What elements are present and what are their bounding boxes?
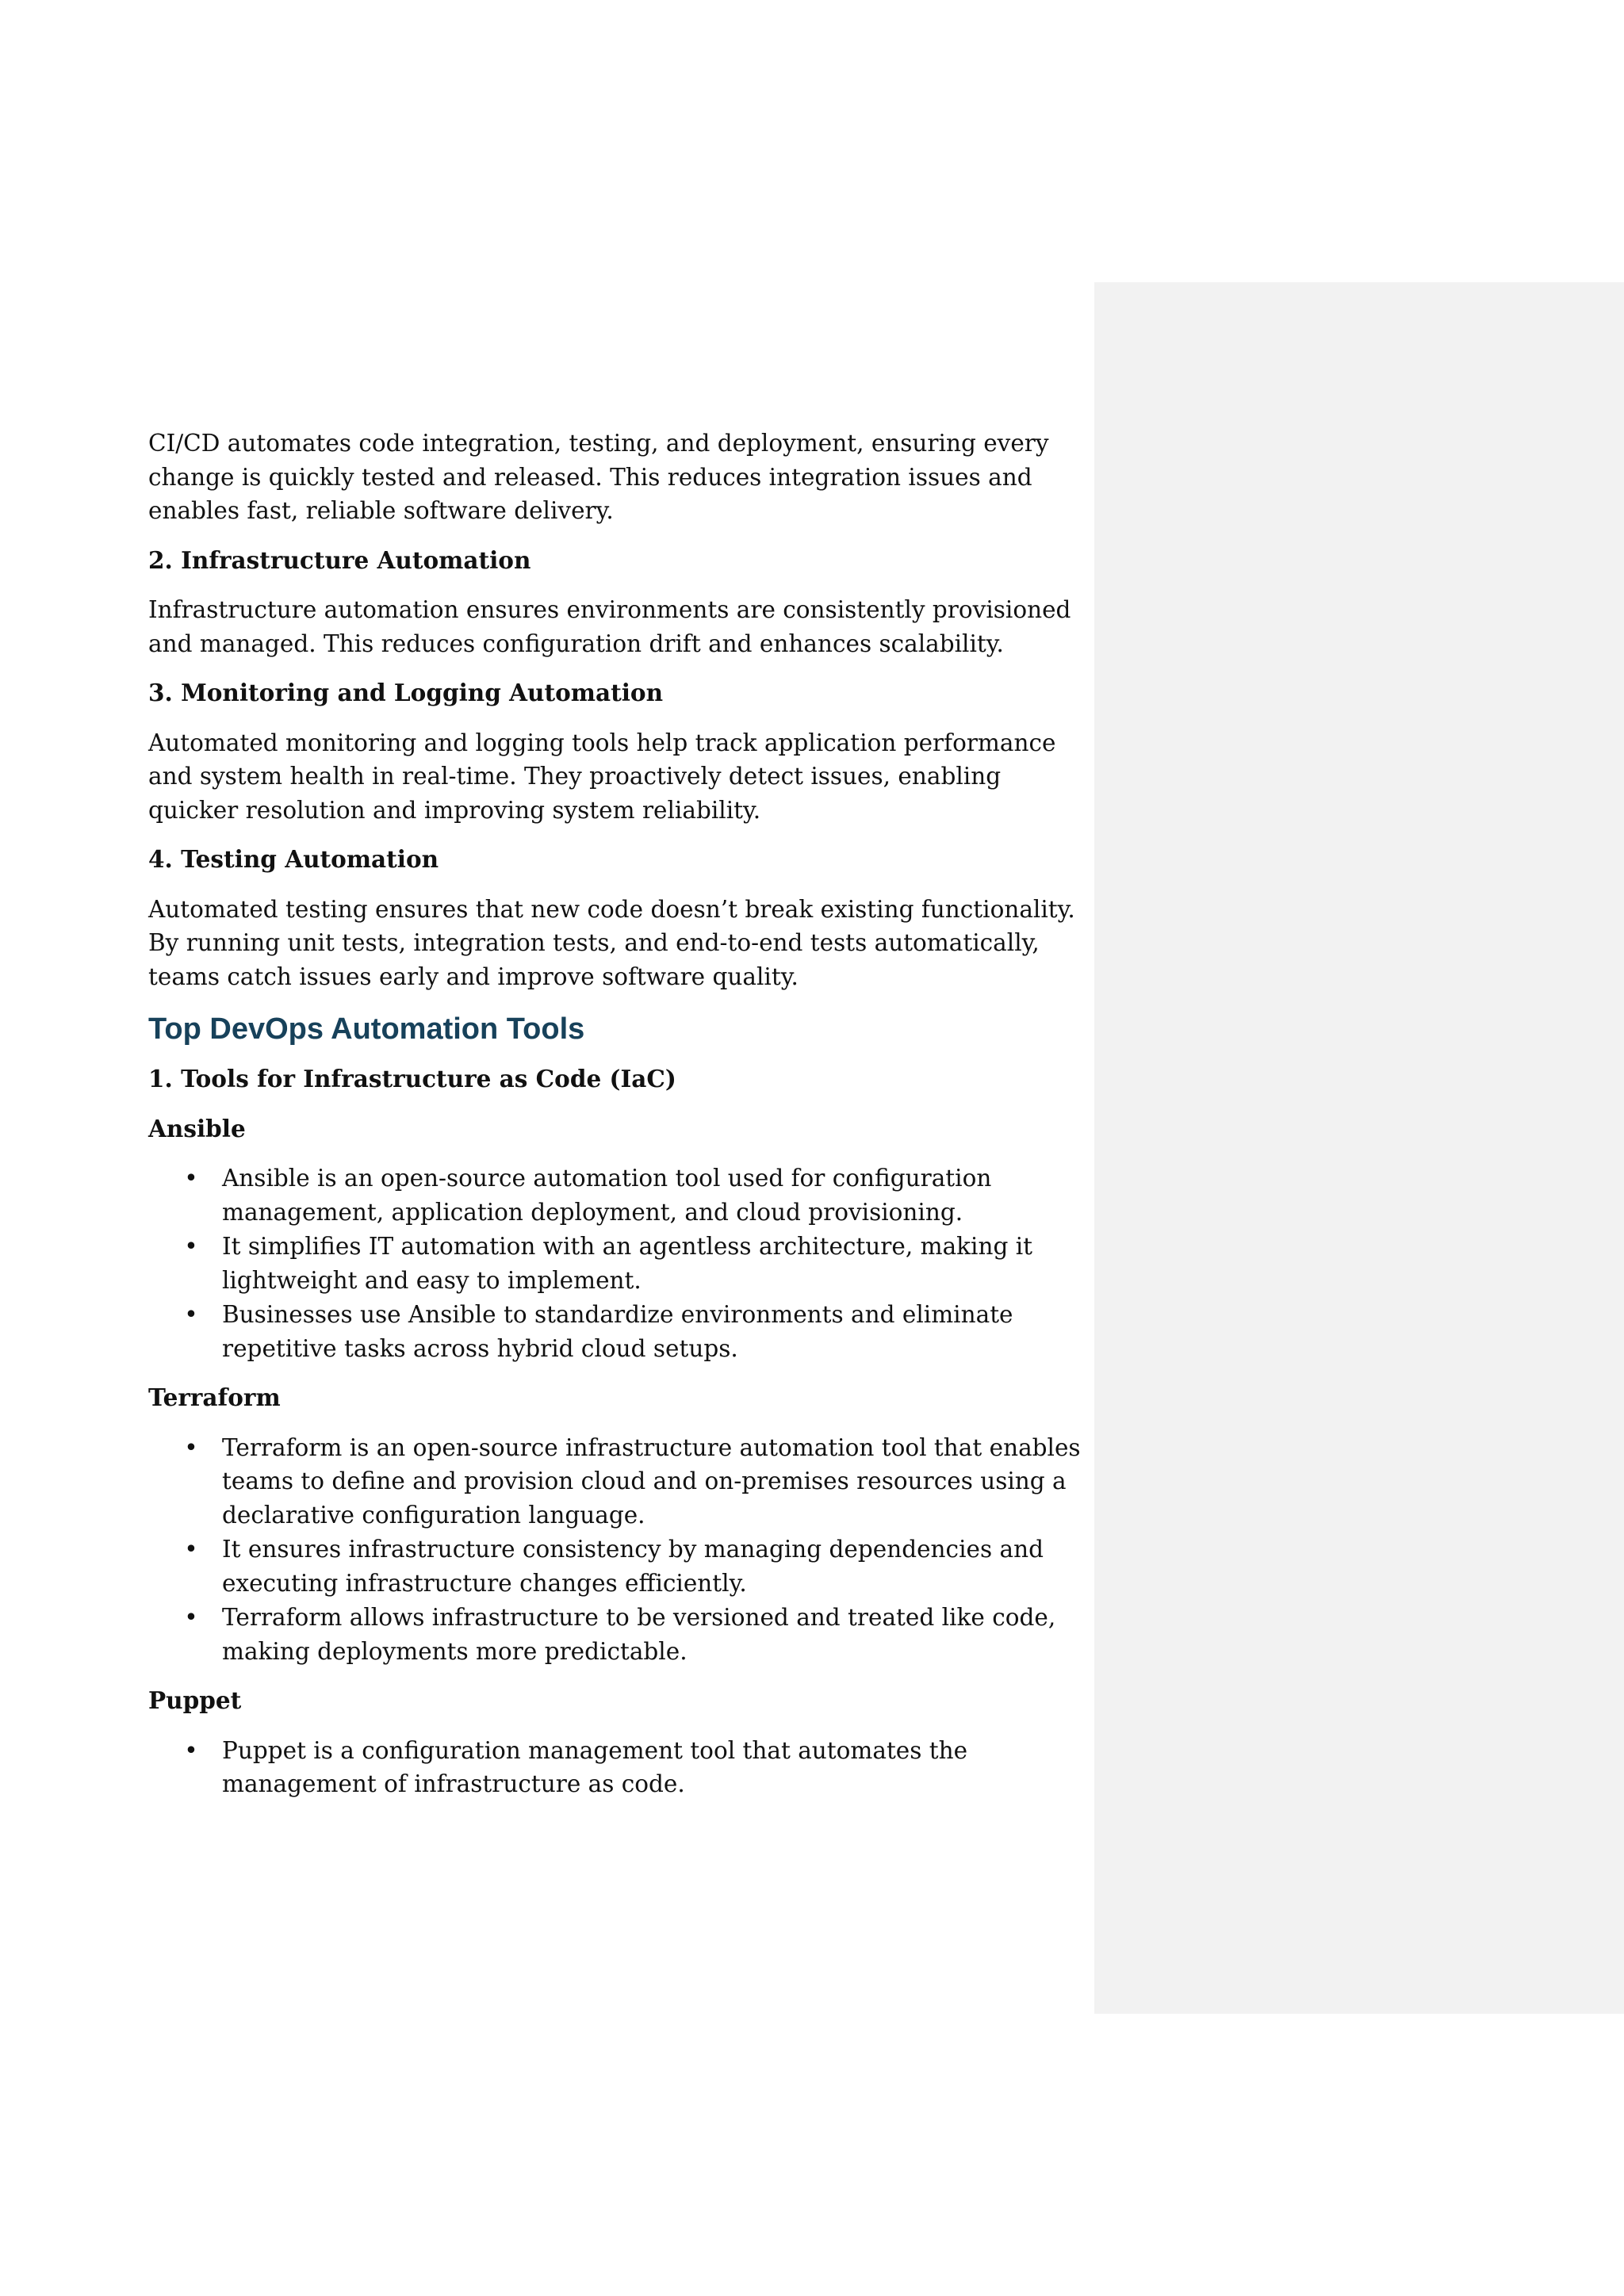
list-item-text: Ansible is an open-source automation tool used for configuration management, application deployment, and cloud provisioning. <box>222 1165 992 1226</box>
list-item <box>148 1533 1081 1600</box>
tools-heading: Top DevOps Automation Tools <box>148 1012 585 1046</box>
terraform-bullet-list <box>148 1431 1081 1669</box>
list-item <box>148 1431 1081 1533</box>
bullet-glyph: • <box>184 1301 198 1328</box>
list-item-text: Puppet is a configuration management tool that automates the management of infrastructure as code. <box>222 1736 968 1797</box>
list-item-text: Terraform allows infrastructure to be versioned and treated like code, making deployments more predictable. <box>222 1604 1056 1665</box>
list-item <box>148 1734 1081 1801</box>
tool-name-puppet: Puppet <box>148 1686 242 1714</box>
bullet-glyph: • <box>184 1604 198 1631</box>
section-body-infrastructure-automation: Infrastructure automation ensures environments are consistently provisioned and managed. This reduces configuration drift and enhances scalability. <box>148 596 1071 657</box>
bullet-glyph: • <box>184 1536 198 1563</box>
comment-margin-pane <box>1094 282 1624 2014</box>
section-body-testing-automation: Automated testing ensures that new code doesn’t break existing functionality. By running unit tests, integration tests, and end-to-end tests automatically, teams catch issues early and improve software quality. <box>148 895 1075 990</box>
bullet-glyph: • <box>184 1233 198 1260</box>
section-heading-infrastructure-automation: 2. Infrastructure Automation <box>148 545 531 574</box>
list-item <box>148 1230 1081 1297</box>
tool-name-ansible: Ansible <box>148 1114 246 1142</box>
list-item-text: Terraform is an open-source infrastructure automation tool that enables teams to define and provision cloud and on-premises resources using a declarative configuration language. <box>222 1433 1081 1529</box>
intro-paragraph: CI/CD automates code integration, testing, and deployment, ensuring every change is quickly tested and released. This reduces integration issues and enables fast, reliable software delivery. <box>148 430 1049 524</box>
section-body-monitoring-logging: Automated monitoring and logging tools help track application performance and system health in real-time. They proactively detect issues, enabling quicker resolution and improving system reliability. <box>148 729 1056 824</box>
bullet-glyph: • <box>184 1736 198 1764</box>
bullet-glyph: • <box>184 1165 198 1192</box>
list-item-text: It ensures infrastructure consistency by managing dependencies and executing infrastructure changes efficiently. <box>222 1536 1044 1597</box>
list-item <box>148 1601 1081 1668</box>
tool-name-terraform: Terraform <box>148 1383 281 1411</box>
list-item-text: It simplifies IT automation with an agentless architecture, making it lightweight and easy to implement. <box>222 1233 1033 1294</box>
list-item <box>148 1161 1081 1229</box>
list-item <box>148 1298 1081 1365</box>
section-heading-monitoring-logging: 3. Monitoring and Logging Automation <box>148 679 664 706</box>
section-heading-testing-automation: 4. Testing Automation <box>148 845 439 873</box>
document-body <box>148 427 1081 1817</box>
list-item-text: Businesses use Ansible to standardize environments and eliminate repetitive tasks across hybrid cloud setups. <box>222 1301 1013 1362</box>
puppet-bullet-list <box>148 1734 1081 1801</box>
ansible-bullet-list <box>148 1161 1081 1365</box>
bullet-glyph: • <box>184 1433 198 1461</box>
iac-tools-heading: 1. Tools for Infrastructure as Code (IaC) <box>148 1065 676 1093</box>
